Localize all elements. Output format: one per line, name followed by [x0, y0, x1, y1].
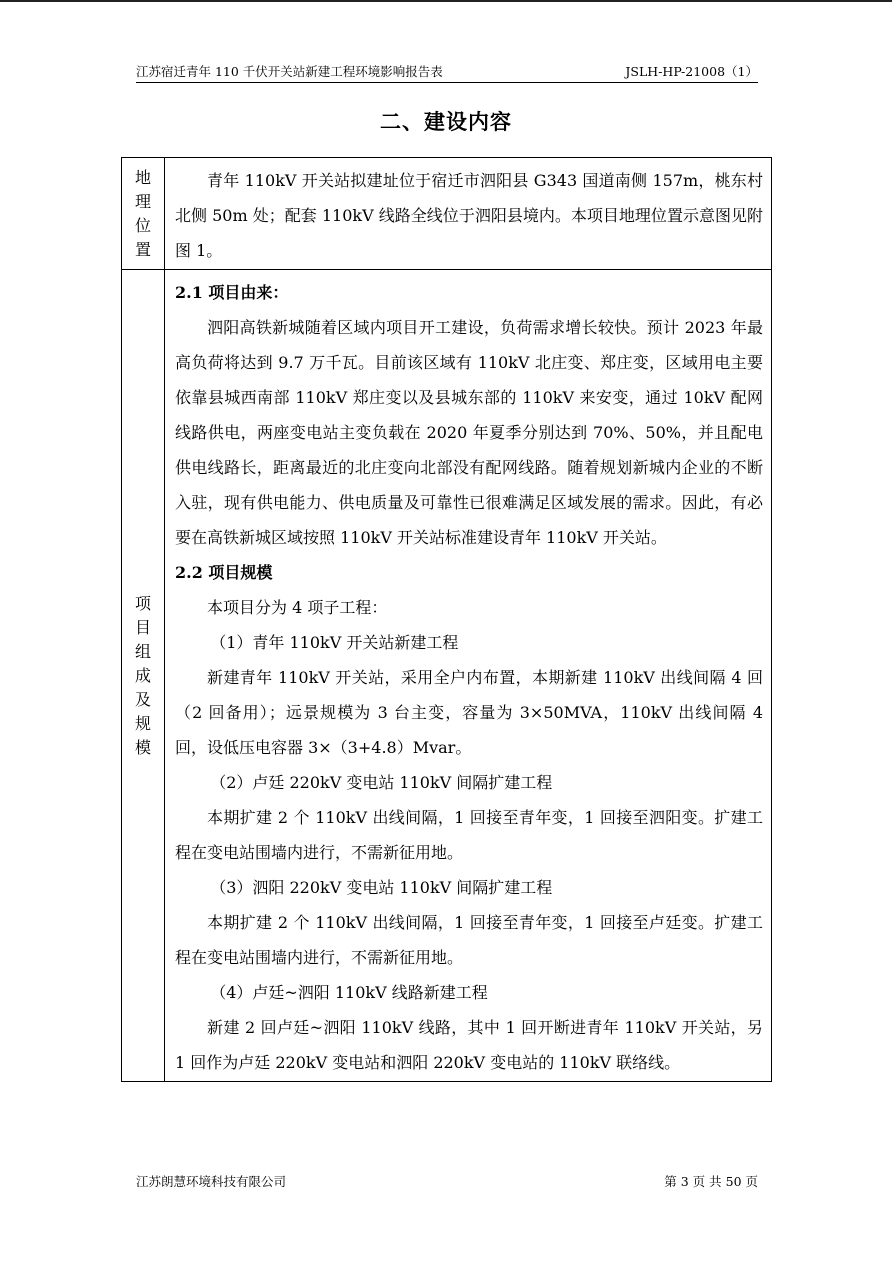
subproject-text: 新建青年 110kV 开关站，采用全户内布置，本期新建 110kV 出线间隔 4 回（2 回备用）；远景规模为 3 台主变，容量为 3×50MVA，110kV 出线间隔 4 回，设低压电容器 3×（3+4.8）Mvar。 — [175, 668, 763, 757]
row-content-location — [165, 158, 772, 270]
footer-page-number: 第 3 页 共 50 页 — [664, 1174, 758, 1189]
label-char: 地 — [134, 167, 151, 187]
label-char: 模 — [134, 737, 151, 757]
table-row-composition — [122, 270, 772, 1082]
section-heading-scale: 2.2 项目规模 — [175, 563, 273, 582]
label-char: 目 — [134, 617, 151, 637]
subproject-title: （4）卢廷~泗阳 110kV 线路新建工程 — [210, 983, 488, 1002]
scale-intro: 本项目分为 4 项子工程： — [207, 598, 388, 617]
footer-company: 江苏朗慧环境科技有限公司 — [136, 1174, 287, 1189]
subproject-text: 本期扩建 2 个 110kV 出线间隔，1 回接至青年变，1 回接至卢廷变。扩建工程在变电站围墙内进行，不需新征用地。 — [175, 913, 763, 967]
origin-paragraph: 泗阳高铁新城随着区域内项目开工建设，负荷需求增长较快。预计 2023 年最高负荷将达到 9.7 万千瓦。目前该区域有 110kV 北庄变、郑庄变，区域用电主要依靠县城西南部 110kV 郑庄变以及县城东部的 110kV 来安变，通过 10kV 配网线路供电，两座变电站主变负载在 2020 年夏季分别达到 70%、50%，并且配电供电线路长，距离最近的北庄变向北部没有配网线路。随着规划新城内企业的不断入驻，现有供电能力、供电质量及可靠性已很难满足区域发展的需求。因此，有必要在高铁新城区域按照 110kV 开关站标准建设青年 110kV 开关站。 — [175, 318, 763, 547]
label-char: 及 — [134, 689, 151, 709]
label-char: 位 — [134, 215, 151, 235]
row-content-composition — [165, 270, 772, 1082]
content-table — [121, 157, 772, 1082]
subproject-title: （1）青年 110kV 开关站新建工程 — [210, 633, 459, 652]
section-heading-origin: 2.1 项目由来： — [175, 283, 289, 302]
label-char: 项 — [134, 593, 151, 613]
header-report-code: JSLH-HP-21008（1） — [625, 64, 758, 79]
label-char: 理 — [134, 191, 151, 211]
label-char: 置 — [134, 239, 151, 259]
label-char: 组 — [134, 641, 151, 661]
label-char: 成 — [134, 665, 151, 685]
header-rule — [136, 82, 758, 83]
header-report-title: 江苏宿迁青年 110 千伏开关站新建工程环境影响报告表 — [136, 64, 443, 79]
subproject-text: 新建 2 回卢廷~泗阳 110kV 线路，其中 1 回开断进青年 110kV 开关站，另 1 回作为卢廷 220kV 变电站和泗阳 220kV 变电站的 110kV 联络线。 — [175, 1018, 763, 1072]
location-text: 青年 110kV 开关站拟建址位于宿迁市泗阳县 G343 国道南侧 157m，桃东村北侧 50m 处；配套 110kV 线路全线位于泗阳县境内。本项目地理位置示意图见附图 1。 — [175, 171, 763, 260]
page-header — [136, 62, 758, 82]
row-label-location — [122, 158, 165, 270]
section-title: 二、建设内容 — [380, 109, 512, 134]
subproject-text: 本期扩建 2 个 110kV 出线间隔，1 回接至青年变，1 回接至泗阳变。扩建工程在变电站围墙内进行，不需新征用地。 — [175, 808, 763, 862]
subproject-title: （2）卢廷 220kV 变电站 110kV 间隔扩建工程 — [210, 773, 553, 792]
table-row-location — [122, 158, 772, 270]
top-border — [0, 0, 892, 2]
row-label-composition — [122, 270, 165, 1082]
label-char: 规 — [134, 713, 151, 733]
subproject-title: （3）泗阳 220kV 变电站 110kV 间隔扩建工程 — [210, 878, 553, 897]
